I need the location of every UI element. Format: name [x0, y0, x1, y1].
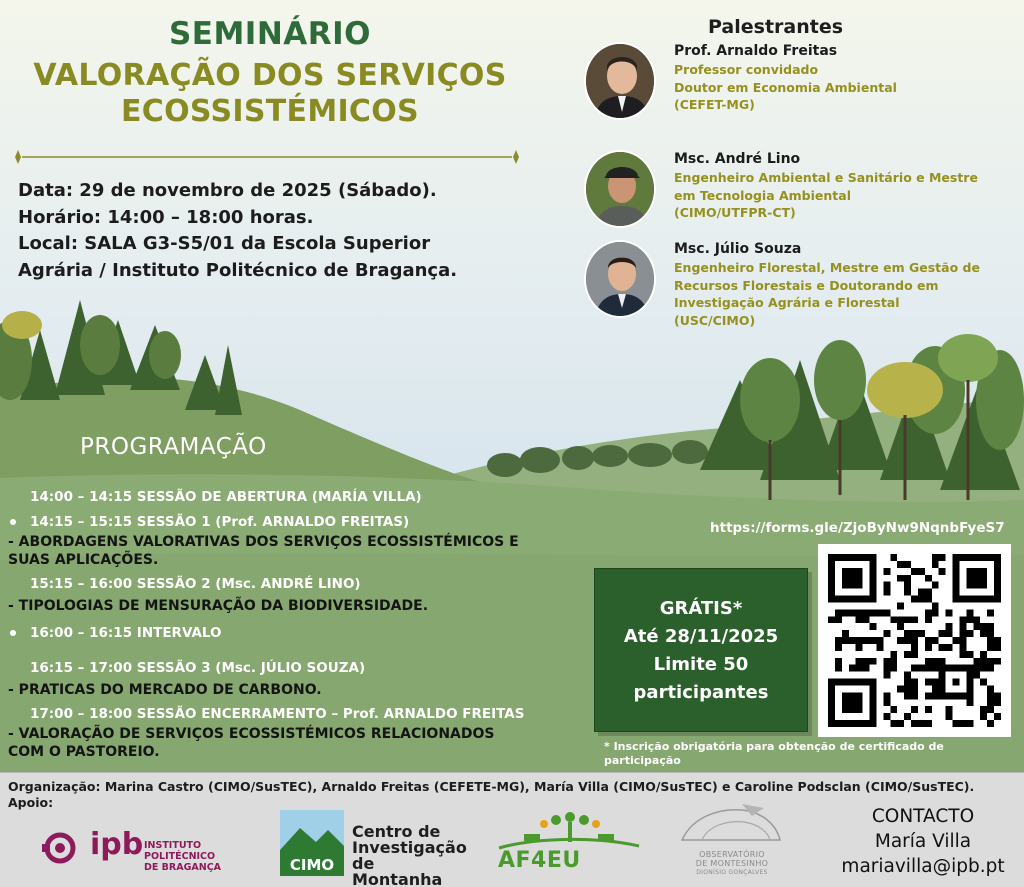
- program-session-closing: 17:00 – 18:00 SESSÃO ENCERRAMENTO – Prof. ARNALDO FREITAS: [30, 706, 525, 722]
- program-session-3-desc: - PRATICAS DO MERCADO DE CARBONO.: [8, 682, 322, 698]
- speaker-photo-1: [584, 42, 656, 120]
- speaker-name-2: Msc. André Lino: [674, 151, 801, 167]
- program-break: 16:00 – 16:15 INTERVALO: [30, 625, 222, 641]
- observatorio-logo: OBSERVATÓRIO DE MONTESINHO DIONÍSIO GONÇALVES: [672, 798, 792, 876]
- ipb-logo: ipb INSTITUTO POLITÉCNICO DE BRAGANÇA: [40, 826, 270, 874]
- program-session-opening: 14:00 – 14:15 SESSÃO DE ABERTURA (MARÍA VILLA): [30, 489, 422, 505]
- program-session-3: 16:15 – 17:00 SESSÃO 3 (Msc. JÚLIO SOUZA): [30, 660, 366, 676]
- program-session-2-desc: - TIPOLOGIAS DE MENSURAÇÃO DA BIODIVERSIDADE.: [8, 598, 429, 614]
- free-registration-box: GRÁTIS* Até 28/11/2025 Limite 50 participantes: [594, 568, 808, 732]
- seminar-subtitle: VALORAÇÃO DOS SERVIÇOS ECOSSISTÉMICOS: [33, 58, 507, 129]
- registration-note: * Inscrição obrigatória para obtenção de certificado de participação: [604, 740, 944, 767]
- speaker-name-1: Prof. Arnaldo Freitas: [674, 43, 838, 59]
- program-heading: PROGRAMAÇÃO: [80, 434, 267, 460]
- program-session-2: 15:15 – 16:00 SESSÃO 2 (Msc. ANDRÉ LINO): [30, 576, 361, 592]
- event-location-1: Local: SALA G3-S5/01 da Escola Superior: [18, 233, 431, 254]
- registration-link[interactable]: https://forms.gle/ZjoByNw9NqnbFyeS7: [710, 520, 1005, 536]
- seminar-title: SEMINÁRIO: [168, 16, 372, 52]
- cimo-logo: CIMO Centro de Investigação de Montanha: [280, 810, 470, 880]
- program-session-1: 14:15 – 15:15 SESSÃO 1 (Prof. ARNALDO FREITAS): [30, 514, 410, 530]
- speaker-photo-3: [584, 240, 656, 318]
- contact-block: [830, 804, 1016, 879]
- af4eu-logo: AF4EU: [494, 812, 644, 876]
- program-session-closing-desc: - VALORAÇÃO DE SERVIÇOS ECOSSISTÉMICOS RELACIONADOS COM O PASTOREIO.: [8, 726, 495, 760]
- event-date: Data: 29 de novembro de 2025 (Sábado).: [18, 180, 437, 201]
- contact-name: María Villa: [874, 831, 972, 852]
- contact-heading: CONTACTO: [871, 806, 975, 827]
- seminar-poster: SEMINÁRIO VALORAÇÃO DOS SERVIÇOS ECOSSISTÉMICOS Data: 29 de novembro de 2025 (Sábado). Horário: 14:00 – 18:00 horas. Local: SALA G3-S5/01 da Escola Superior Agrária / Instituto Politécnico de Bragança. Palestrantes Prof. Arnaldo Freitas Professor convidado Doutor em Economia Ambiental (CEFET-MG) Msc. André Lino Engenheiro Ambiental e Sanitário e Mestre em Tecnologia Ambiental (CIMO/UTFPR-CT) Msc. Júlio Souza Engenheiro Florestal, Mestre em Gestão de Recursos Florestais e Doutorando em Investigação Agrária e Florestal (USC/CIMO) PROGRAMAÇÃO 14:00 – 14:15 SESSÃO DE ABERTURA (MARÍA VILLA) 14:15 – 15:15 SESSÃO 1 (Prof. ARNALDO FREITAS) - ABORDAGENS VALORATIVAS DOS SERVIÇOS ECOSSISTÉMICOS E SUAS APLICAÇÕES. 15:15 – 16:00 SESSÃO 2 (Msc. ANDRÉ LINO) - TIPOLOGIAS DE MENSURAÇÃO DA BIODIVERSIDADE. 16:00 – 16:15 INTERVALO 16:15 – 17:00 SESSÃO 3 (Msc. JÚLIO SOUZA) - PRATICAS DO MERCADO DE CARBONO. 17:00 – 18:00 SESSÃO ENCERRAMENTO – Prof. ARNALDO FREITAS - VALORAÇÃO DE SERVIÇOS ECOSSISTÉMICOS RELACIONADOS COM O PASTOREIO. https://forms.gle/ZjoByNw9NqnbFyeS7 GRÁTIS* Até 28/11/2025 Limite 50 participantes * Inscrição obrigatória para obtenção de certificado de participação Organização: Marina Castro (CIMO/SusTEC), Arnaldo Freitas (CEFETE-MG), María Villa (CIMO/SusTEC) e Caroline Podsclan (CIMO/SusTEC). Apoio: ipb INSTITUTO POLITÉCNICO DE BRAGANÇA CIMO Centro de Investigação de Montanha AF4EU OBSERVATÓRIO DE MONTESINHO DIONÍSIO GONÇALVES CONTACTO María Villa mariavilla@ipb.pt: [0, 0, 1024, 887]
- speaker-name-3: Msc. Júlio Souza: [674, 241, 802, 257]
- program-session-1-desc: - ABORDAGENS VALORATIVAS DOS SERVIÇOS ECOSSISTÉMICOS E SUAS APLICAÇÕES.: [8, 534, 519, 568]
- qr-code[interactable]: [818, 544, 1011, 737]
- event-time: Horário: 14:00 – 18:00 horas.: [18, 206, 314, 228]
- speakers-heading: Palestrantes: [708, 16, 844, 38]
- organization-credits: Organização: Marina Castro (CIMO/SusTEC), Arnaldo Freitas (CEFETE-MG), María Villa (CIMO/SusTEC) e Caroline Podsclan (CIMO/SusTEC). Apoio:: [8, 779, 975, 810]
- bullet-icon: [10, 519, 16, 525]
- speaker-photo-2: [584, 150, 656, 228]
- event-location-2: Agrária / Instituto Politécnico de Bragança.: [18, 259, 458, 281]
- contact-email[interactable]: mariavilla@ipb.pt: [841, 856, 1005, 877]
- event-details: [18, 178, 538, 284]
- bullet-icon: [10, 630, 16, 636]
